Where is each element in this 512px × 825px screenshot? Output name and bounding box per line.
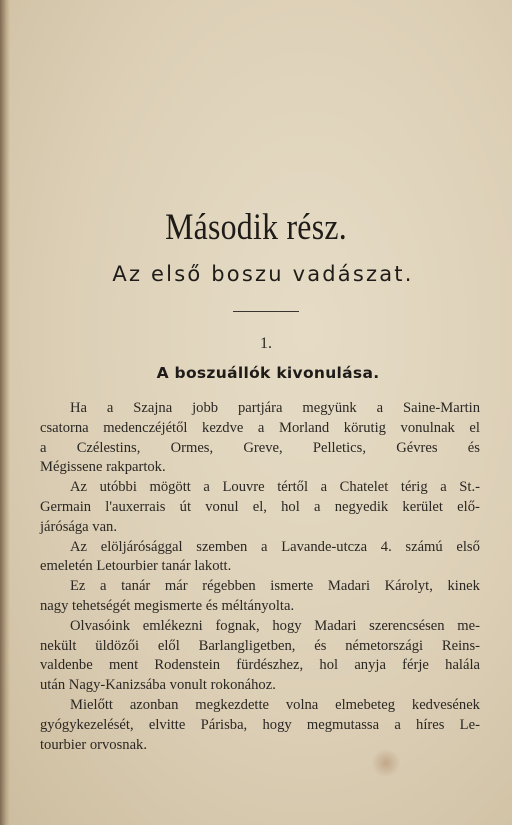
chapter-number: 1. <box>260 335 272 352</box>
text-line: Ez a tanár már régebben ismerte Madari Károlyt, kinek <box>70 578 480 595</box>
text-line: Az utóbbi mögött a Louvre tértől a Chatelet térig a St.- <box>70 479 480 496</box>
text-line: valdenbe ment Rodenstein fürdészhez, hol anyja férje halála <box>40 657 480 674</box>
text-line: Mégissene rakpartok. <box>40 459 166 476</box>
text-line: Germain l'auxerrais út vonul el, hol a negyedik kerület elő- <box>40 498 480 515</box>
text-line: Ha a Szajna jobb partjára megyünk a Saine-Martin <box>70 400 480 416</box>
text-line: Az elöljárósággal szemben a Lavande-utcza 4. számú első <box>70 538 480 555</box>
part-title: Második rész. <box>165 207 347 248</box>
text-line: a Czélestins, Ormes, Greve, Pelletics, Gévres és <box>40 439 480 456</box>
text-line: nagy tehetségét megismerte és méltányolta. <box>40 597 295 614</box>
text-line: gyógykezelését, elvitte Párisba, hogy megmutassa a híres Le- <box>40 716 480 733</box>
text-line: Olvasóink emlékezni fognak, hogy Madari szerencsésen me- <box>70 617 480 634</box>
text-line: járósága van. <box>40 518 117 535</box>
text-line: emeletén Letourbier tanár lakott. <box>40 558 232 575</box>
text-line: után Nagy-Kanizsába vonult rokonához. <box>40 677 276 694</box>
chapter-title: A boszuállók kivonulása. <box>156 364 380 382</box>
text-line: csatorna medenczéjétől kezdve a Morland körutig vonulnak el <box>40 419 480 436</box>
text-line: nekült üldözői elől Barlangligetben, és németországi Reins- <box>40 637 480 654</box>
section-title: Az első boszu vadászat. <box>112 262 414 286</box>
title-divider <box>233 311 299 312</box>
text-line: tourbier orvosnak. <box>40 736 147 753</box>
body-text <box>40 399 480 755</box>
text-line: Mielőtt azonban megkezdette volna elmebeteg kedvesének <box>70 696 480 713</box>
